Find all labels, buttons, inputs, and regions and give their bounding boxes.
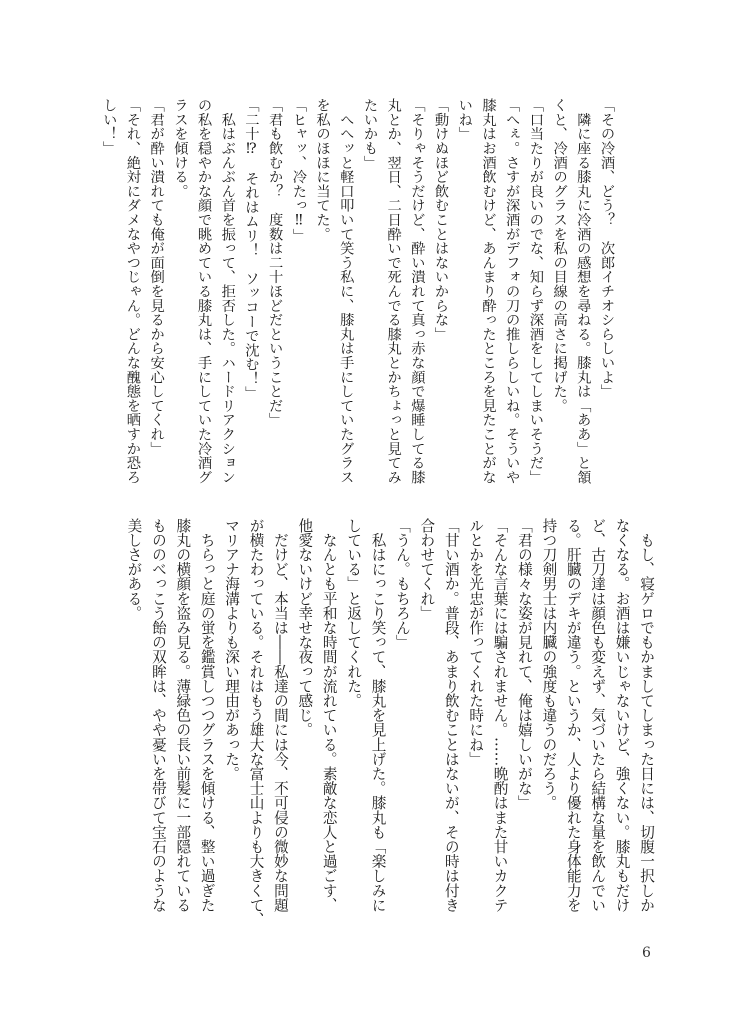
text-line: している」と返してくれた。 xyxy=(345,518,363,708)
text-line: 「ヒャッ、冷たっ‼」 xyxy=(290,98,307,243)
text-line: 私はにっこり笑って、膝丸を見上げた。膝丸も「楽しみに xyxy=(369,518,387,913)
text-line: る。肝臓のデキが違う。というか、人より優れた身体能力を xyxy=(564,518,582,913)
text-line: を私のほほに当てた。 xyxy=(314,98,331,241)
text-line: が横たわっている。それはもう雄大な富士山よりも大きくて、 xyxy=(247,518,265,927)
text-line: 「その冷酒、どう？ 次郎イチオシらしいよ」 xyxy=(599,98,615,399)
text-line: なくなる。お酒は嫌いじゃないけど、強くない。膝丸もだけ xyxy=(613,518,631,913)
text-line: ラスを傾ける。 xyxy=(172,98,189,199)
text-line: 「二十⁉ それはムリ！ ソッコーで沈む！」 xyxy=(243,98,260,400)
text-line: 「動けぬほど飲むことはないからな」 xyxy=(433,98,450,342)
text-line: の私を穏やかな顔で眺めている膝丸は、手にしていた冷酒グ xyxy=(196,98,213,485)
text-line: マリアナ海溝よりも深い理由があった。 xyxy=(223,518,241,781)
text-line: 「君の様々な姿が見れて、俺は嬉しいがな」 xyxy=(515,518,533,810)
text-line: 合わせてくれ」 xyxy=(418,518,436,621)
text-line: 「うん。もちろん」 xyxy=(393,518,411,650)
text-line: 「君も飲むか？ 度数は二十ほどだということだ」 xyxy=(267,98,284,427)
text-line: 膝丸はお酒飲むけど、あんまり酔ったところを見たことがな xyxy=(480,98,497,485)
text-line: 「君が酔い潰れても俺が面倒を見るから安心してくれ」 xyxy=(148,98,165,456)
text-line: もし、寝ゲロでもかましてしまった日には、切腹一択しか xyxy=(638,518,655,913)
text-line: ど、古刀達は顔色も変えず、気づいたら結構な量を飲んでい xyxy=(589,518,607,913)
text-line: しい！」 xyxy=(101,98,118,156)
text-line: 持つ刀剣男士は内臓の強度も違うのだろう。 xyxy=(540,518,558,810)
text-line: へへッと軽口叩いて笑う私に、膝丸は手にしていたグラス xyxy=(338,98,355,485)
text-block-bottom xyxy=(121,518,658,943)
page-number: 6 xyxy=(642,945,651,961)
text-line: 「口当たりが良いのでな、知らず深酒をしてしまいそうだ」 xyxy=(527,98,544,485)
text-line: 「それ、絶対にダメなやつじゃん。どんな醜態を晒すか恐ろ xyxy=(124,98,141,485)
text-line: 「甘い酒か。普段、あまり飲むことはないが、その時は付き xyxy=(442,518,460,913)
text-line: ルとかを光忠が作ってくれた時にね」 xyxy=(467,518,485,767)
text-line: 「へぇ。さすが深酒がデフォの刀の推しらしいね。そういや xyxy=(504,98,521,485)
text-block-top xyxy=(97,98,618,503)
text-line: たいかも」 xyxy=(361,98,378,170)
text-line: 丸とか、翌日、二日酔いで死んでる膝丸とかちょっと見てみ xyxy=(385,98,402,485)
text-line: ちらっと庭の蛍を鑑賞しつつグラスを傾ける、整い過ぎた xyxy=(198,518,216,913)
text-line: 他愛ないけど幸せな夜って感じ。 xyxy=(296,518,314,737)
text-line: くと、冷酒のグラスを私の目線の高さに掲げた。 xyxy=(551,98,568,413)
text-line: 隣に座る膝丸に冷酒の感想を尋ねる。膝丸は「ああ」と頷 xyxy=(575,98,592,485)
text-line: 「そりゃそうだけど、酔い潰れて真っ赤な顔で爆睡してる膝 xyxy=(409,98,426,485)
text-line: 「そんな言葉には騙されません。……晩酌はまた甘いカクテ xyxy=(491,518,509,913)
text-line: 美しさがある。 xyxy=(125,518,143,621)
text-line: もののべっこう飴の双眸は、やや憂いを帯びて宝石のような xyxy=(149,518,167,913)
text-line: だけど、本当は――私達の間には今、不可侵の微妙な問題 xyxy=(271,518,289,913)
text-line: なんとも平和な時間が流れている。素敵な恋人と過ごす、 xyxy=(320,518,338,913)
text-line: いね」 xyxy=(456,98,473,141)
text-line: 私はぶんぶん首を振って、拒否した。ハードリアクション xyxy=(219,98,236,485)
text-line: 膝丸の横顔を盗み見る。薄緑色の長い前髪に一部隠れている xyxy=(174,518,192,913)
